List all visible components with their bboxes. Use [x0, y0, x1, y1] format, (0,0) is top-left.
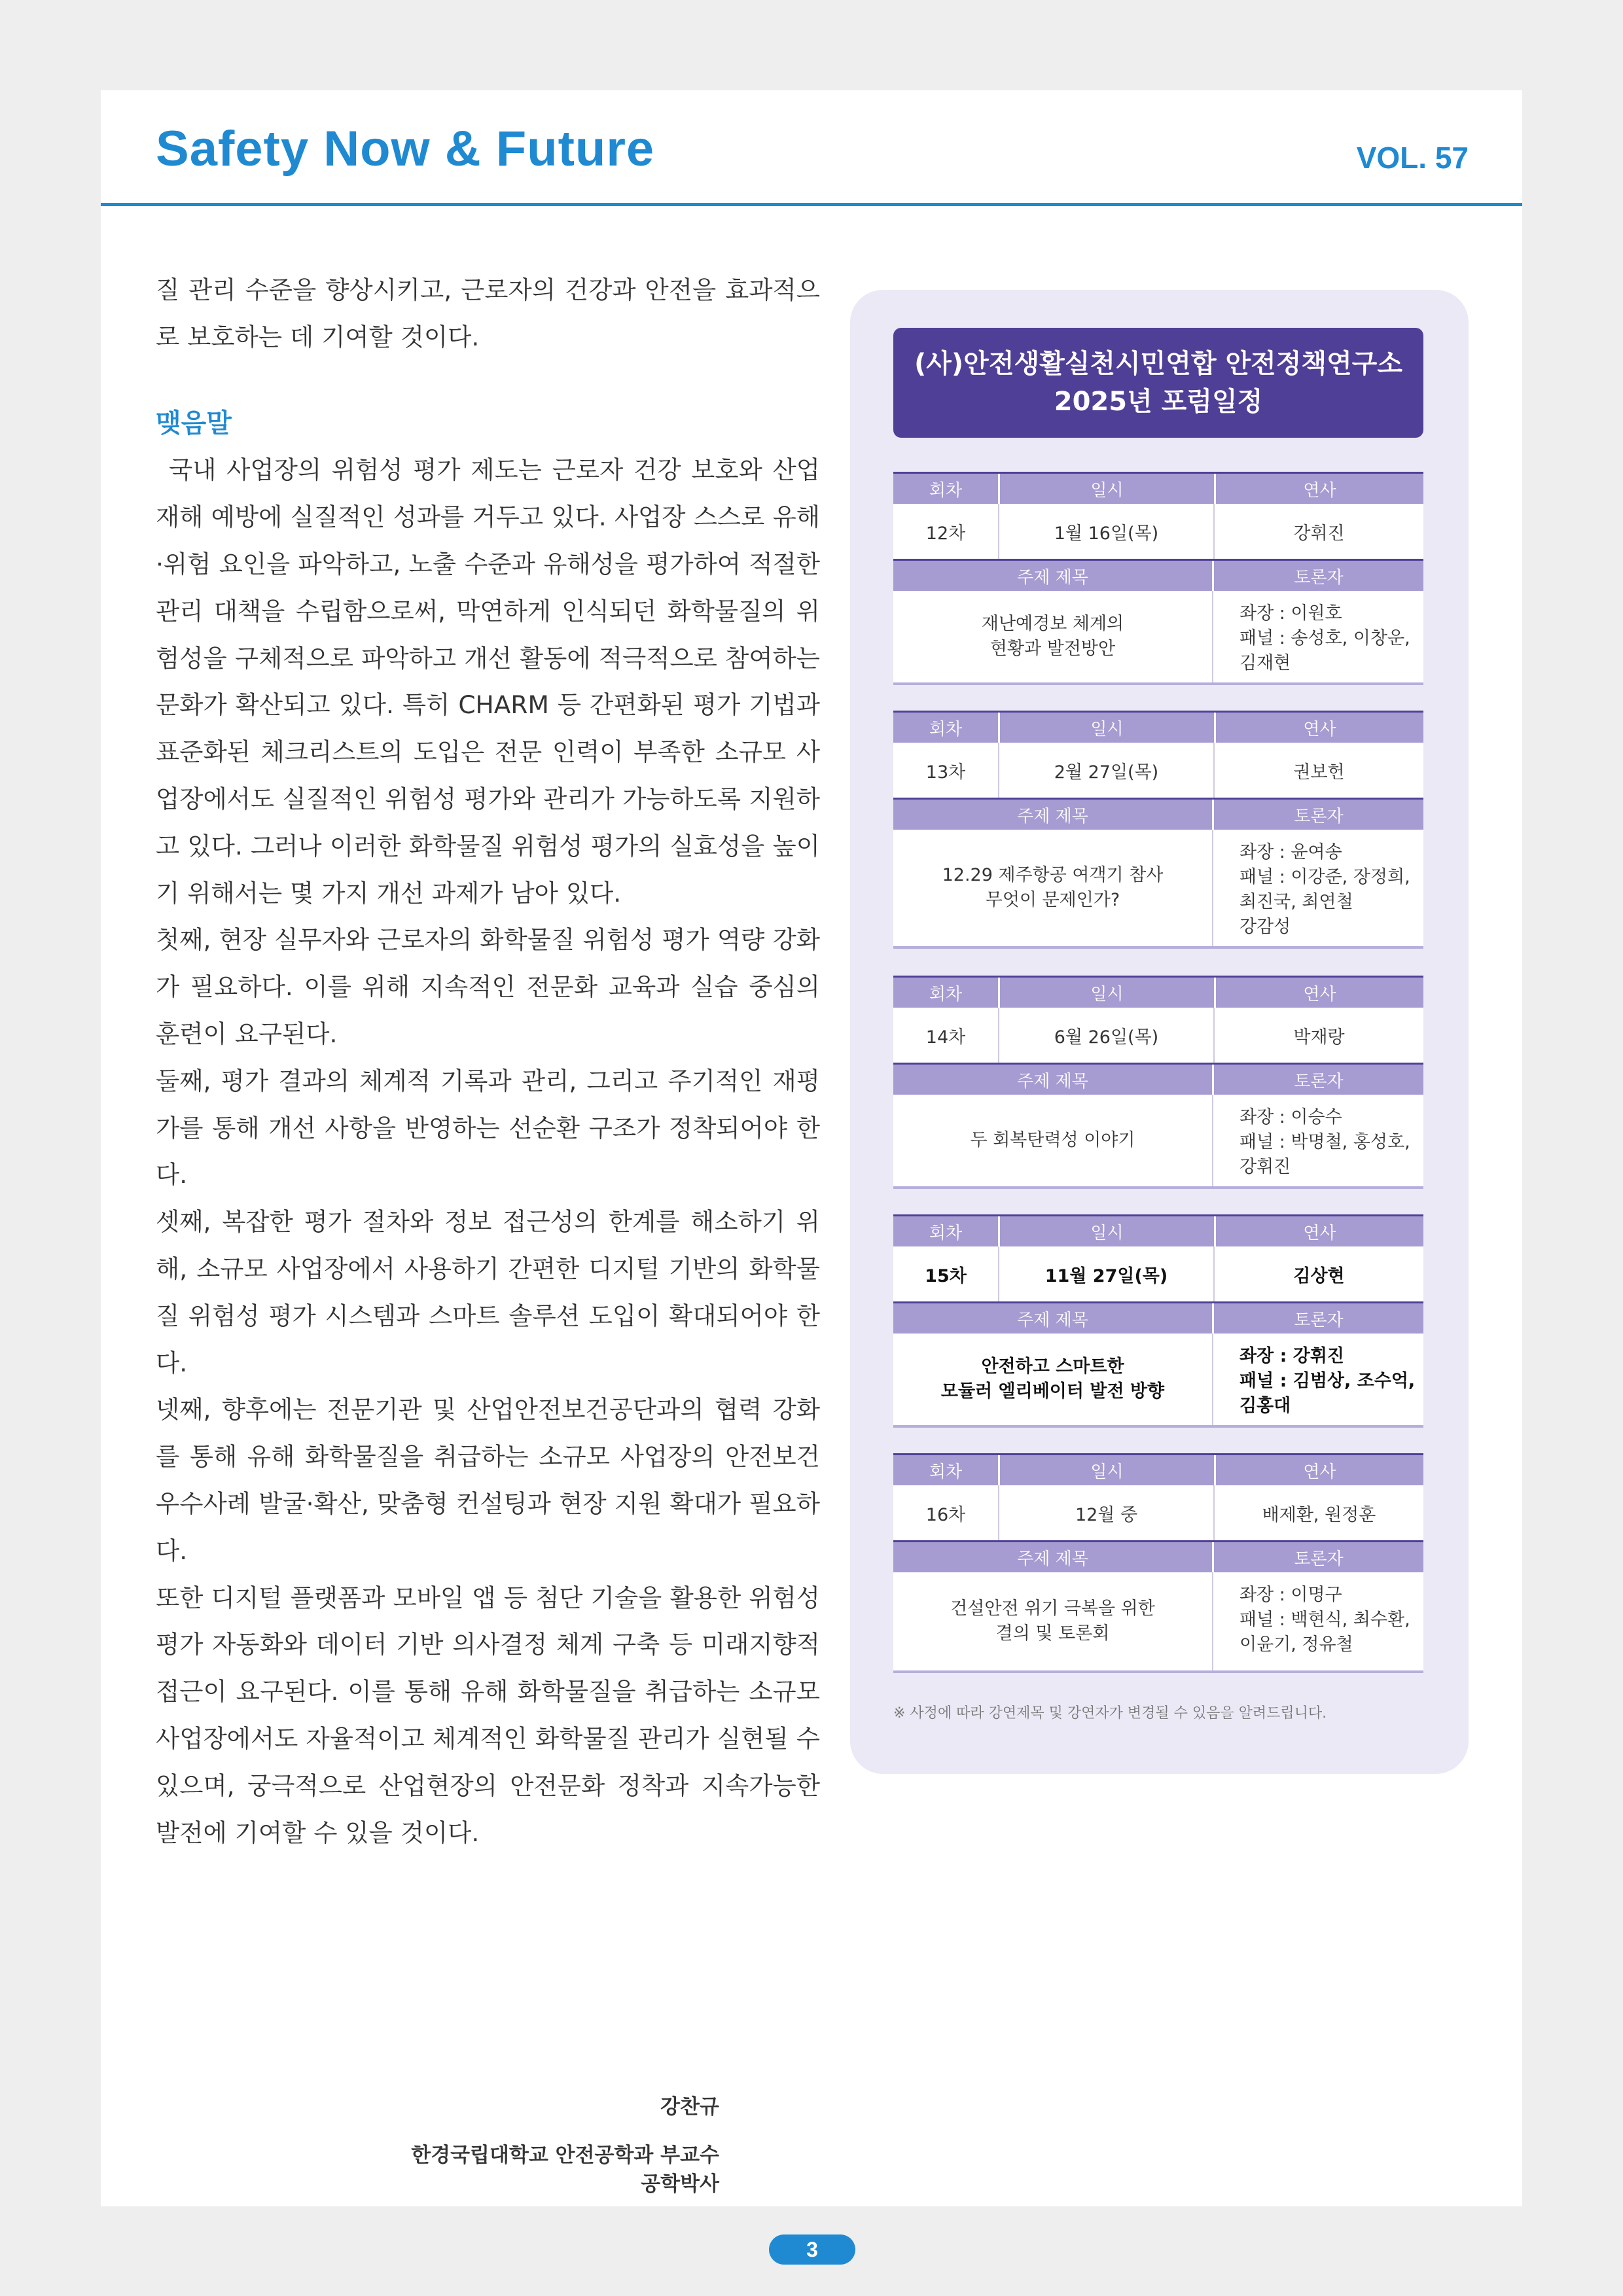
- topic-line1: 재난예경보 체계의: [981, 614, 1124, 634]
- forum-panelists: 좌장 : 윤여송 패널 : 이강준, 장정희, 최진국, 최연철 강감성: [1240, 842, 1410, 937]
- topic-line1: 두 회복탄력성 이야기: [970, 1130, 1135, 1150]
- forum-block: [893, 711, 1423, 949]
- round-header: 회차: [893, 474, 1000, 504]
- forum-panelists: 좌장 : 이원호 패널 : 송성호, 이창운, 김재현: [1240, 603, 1410, 673]
- panel-header: 토론자: [1294, 567, 1344, 588]
- topic-header: 주제 제목: [893, 800, 1214, 830]
- topic-line1: 안전하고 스마트한: [981, 1356, 1124, 1377]
- forum-info-row: [893, 504, 1423, 559]
- forum-topic: [893, 591, 1213, 682]
- body-paragraph: 첫째, 현장 실무자와 근로자의 화학물질 위험성 평가 역량 강화가 필요하다. 이를 위해 지속적인 전문화 교육과 실습 중심의 훈련이 요구된다.: [156, 925, 820, 1048]
- forum-topic: [893, 830, 1213, 946]
- topic-line2: 무엇이 문제인가?: [985, 890, 1120, 910]
- speaker-header: 연사: [1303, 1223, 1336, 1243]
- author-block: [411, 2093, 719, 2199]
- speaker-header: 연사: [1303, 480, 1336, 501]
- date-header: 일시: [1000, 713, 1216, 743]
- topic-line2: 결의 및 토론회: [995, 1623, 1110, 1644]
- date-header: 일시: [1000, 1216, 1216, 1246]
- forum-header-row: [893, 472, 1423, 504]
- panel-title: [893, 328, 1423, 438]
- topic-row: [893, 591, 1423, 685]
- schedule-note: ※ 사정에 따라 강연제목 및 강연자가 변경될 수 있음을 알려드립니다.: [893, 1705, 1327, 1722]
- forum-date: 2월 27일(목): [999, 743, 1215, 798]
- forum-round: 15차: [893, 1246, 999, 1301]
- page-number: 3: [769, 2234, 855, 2265]
- forum-schedule-panel: [850, 290, 1469, 1774]
- forum-topic: [893, 1572, 1213, 1670]
- forum-round: 16차: [893, 1485, 999, 1540]
- round-header: 회차: [893, 978, 1000, 1008]
- forum-block: [893, 472, 1423, 685]
- topic-line2: 모듈러 엘리베이터 발전 방향: [940, 1381, 1165, 1402]
- speaker-header: 연사: [1303, 1462, 1336, 1482]
- volume-number: VOL. 57: [1356, 141, 1469, 175]
- topic-line2: 현황과 발전방안: [990, 639, 1116, 659]
- forum-date: 6월 26일(목): [999, 1008, 1215, 1063]
- forum-info-row: [893, 1246, 1423, 1301]
- body-paragraph: 넷째, 향후에는 전문기관 및 산업안전보건공단과의 협력 강화를 통해 유해 화학물질을 취급하는 소규모 사업장의 안전보건 우수사례 발굴·확산, 맞춤형 컨설팅과 현장 지원 확대가 필요하다.: [156, 1395, 820, 1565]
- round-header: 회차: [893, 1455, 1000, 1485]
- topic-header: 주제 제목: [893, 1065, 1214, 1095]
- forum-header-row: [893, 711, 1423, 743]
- forum-round: 12차: [893, 504, 999, 559]
- forum-round: 14차: [893, 1008, 999, 1063]
- forum-round: 13차: [893, 743, 999, 798]
- forum-panelists: 좌장 : 강휘진 패널 : 김범상, 조수억, 김홍대: [1240, 1346, 1416, 1416]
- forum-info-row: [893, 743, 1423, 798]
- forum-date: 11월 27일(목): [999, 1246, 1215, 1301]
- date-header: 일시: [1000, 1455, 1216, 1485]
- topic-header-row: [893, 1301, 1423, 1333]
- forum-header-row: [893, 1453, 1423, 1485]
- forum-speaker: 배제환, 원정훈: [1262, 1504, 1376, 1525]
- topic-line1: 건설안전 위기 극복을 위한: [950, 1598, 1155, 1619]
- speaker-header: 연사: [1303, 984, 1336, 1004]
- forum-header-row: [893, 976, 1423, 1008]
- forum-block: [893, 1453, 1423, 1673]
- topic-row: [893, 1572, 1423, 1673]
- round-header: 회차: [893, 713, 1000, 743]
- round-header: 회차: [893, 1216, 1000, 1246]
- forum-speaker: 박재랑: [1293, 1027, 1345, 1048]
- forum-topic: [893, 1095, 1213, 1186]
- panel-header: 토론자: [1294, 1310, 1344, 1330]
- forum-topic: [893, 1333, 1213, 1425]
- speaker-header: 연사: [1303, 719, 1336, 739]
- topic-row: [893, 1333, 1423, 1428]
- intro-paragraph: 질 관리 수준을 향상시키고, 근로자의 건강과 안전을 효과적으로 보호하는 데 기여할 것이다.: [156, 275, 820, 351]
- forum-speaker: 강휘진: [1293, 523, 1345, 544]
- topic-header: 주제 제목: [893, 1542, 1214, 1572]
- topic-row: [893, 830, 1423, 949]
- body-paragraph: 둘째, 평가 결과의 체계적 기록과 관리, 그리고 주기적인 재평가를 통해 개선 사항을 반영하는 선순환 구조가 정착되어야 한다.: [156, 1066, 820, 1190]
- panel-title-line2: 2025년 포럼일정: [1054, 387, 1263, 417]
- date-header: 일시: [1000, 978, 1216, 1008]
- topic-header: 주제 제목: [893, 561, 1214, 591]
- author-name: 강찬규: [660, 2095, 719, 2119]
- topic-header-row: [893, 559, 1423, 591]
- panel-header: 토론자: [1294, 1549, 1344, 1569]
- topic-line1: 12.29 제주항공 여객기 참사: [942, 865, 1164, 885]
- panel-header: 토론자: [1294, 806, 1344, 826]
- body-paragraph: 셋째, 복잡한 평가 절차와 정보 접근성의 한계를 해소하기 위해, 소규모 사업장에서 사용하기 간편한 디지털 기반의 화학물질 위험성 평가 시스템과 스마트 솔루션 도입이 확대되어야 한다.: [156, 1207, 820, 1377]
- body-paragraph: 국내 사업장의 위험성 평가 제도는 근로자 건강 보호와 산업재해 예방에 실질적인 성과를 거두고 있다. 사업장 스스로 유해·위험 요인을 파악하고, 노출 수준과 유해성을 평가하여 적절한 관리 대책을 수립함으로써, 막연하게 인식되던 화학물질의 위험성을 구체적으로 파악하고 개선 활동에 적극적으로 참여하는 문화가 확산되고 있다. 특히 CHARM 등 간편화된 평가 기법과 표준화된 체크리스트의 도입은 전문 인력이 부족한 소규모 사업장에서도 실질적인 위험성 평가와 관리가 가능하도록 지원하고 있다. 그러나 이러한 화학물질 위험성 평가의 실효성을 높이기 위해서는 몇 가지 개선 과제가 남아 있다.: [156, 455, 820, 908]
- topic-header-row: [893, 1540, 1423, 1572]
- magazine-title: Safety Now & Future: [156, 121, 655, 177]
- panel-title-line1: (사)안전생활실천시민연합 안전정책연구소: [914, 349, 1402, 379]
- forum-info-row: [893, 1008, 1423, 1063]
- forum-info-row: [893, 1485, 1423, 1540]
- section-heading: 맺음말: [156, 408, 232, 438]
- author-affiliation: 한경국립대학교 안전공학과 부교수: [411, 2144, 719, 2167]
- topic-header-row: [893, 1063, 1423, 1095]
- forum-panelists: 좌장 : 이승수 패널 : 박명철, 홍성호, 강휘진: [1240, 1107, 1410, 1177]
- forum-block: [893, 976, 1423, 1189]
- forum-header-row: [893, 1214, 1423, 1246]
- forum-block: [893, 1214, 1423, 1428]
- page-sheet: [101, 90, 1522, 2206]
- article-body: [156, 267, 820, 1856]
- author-degree: 공학박사: [641, 2172, 719, 2196]
- header-divider: [101, 203, 1522, 206]
- forum-speaker: 김상현: [1293, 1265, 1345, 1286]
- date-header: 일시: [1000, 474, 1216, 504]
- panel-header: 토론자: [1294, 1071, 1344, 1091]
- forum-speaker: 권보헌: [1293, 762, 1345, 783]
- topic-row: [893, 1095, 1423, 1189]
- body-paragraph: 또한 디지털 플랫폼과 모바일 앱 등 첨단 기술을 활용한 위험성 평가 자동화와 데이터 기반 의사결정 체계 구축 등 미래지향적 접근이 요구된다. 이를 통해 유해 화학물질을 취급하는 소규모 사업장에서도 자율적이고 체계적인 화학물질 관리가 실현될 수 있으며, 궁극적으로 산업현장의 안전문화 정착과 지속가능한 발전에 기여할 수 있을 것이다.: [156, 1583, 820, 1847]
- forum-panelists: 좌장 : 이명구 패널 : 백현식, 최수환, 이윤기, 정유철: [1240, 1585, 1410, 1655]
- forum-date: 1월 16일(목): [999, 504, 1215, 559]
- forum-date: 12월 중: [999, 1485, 1215, 1540]
- topic-header-row: [893, 798, 1423, 830]
- topic-header: 주제 제목: [893, 1303, 1214, 1333]
